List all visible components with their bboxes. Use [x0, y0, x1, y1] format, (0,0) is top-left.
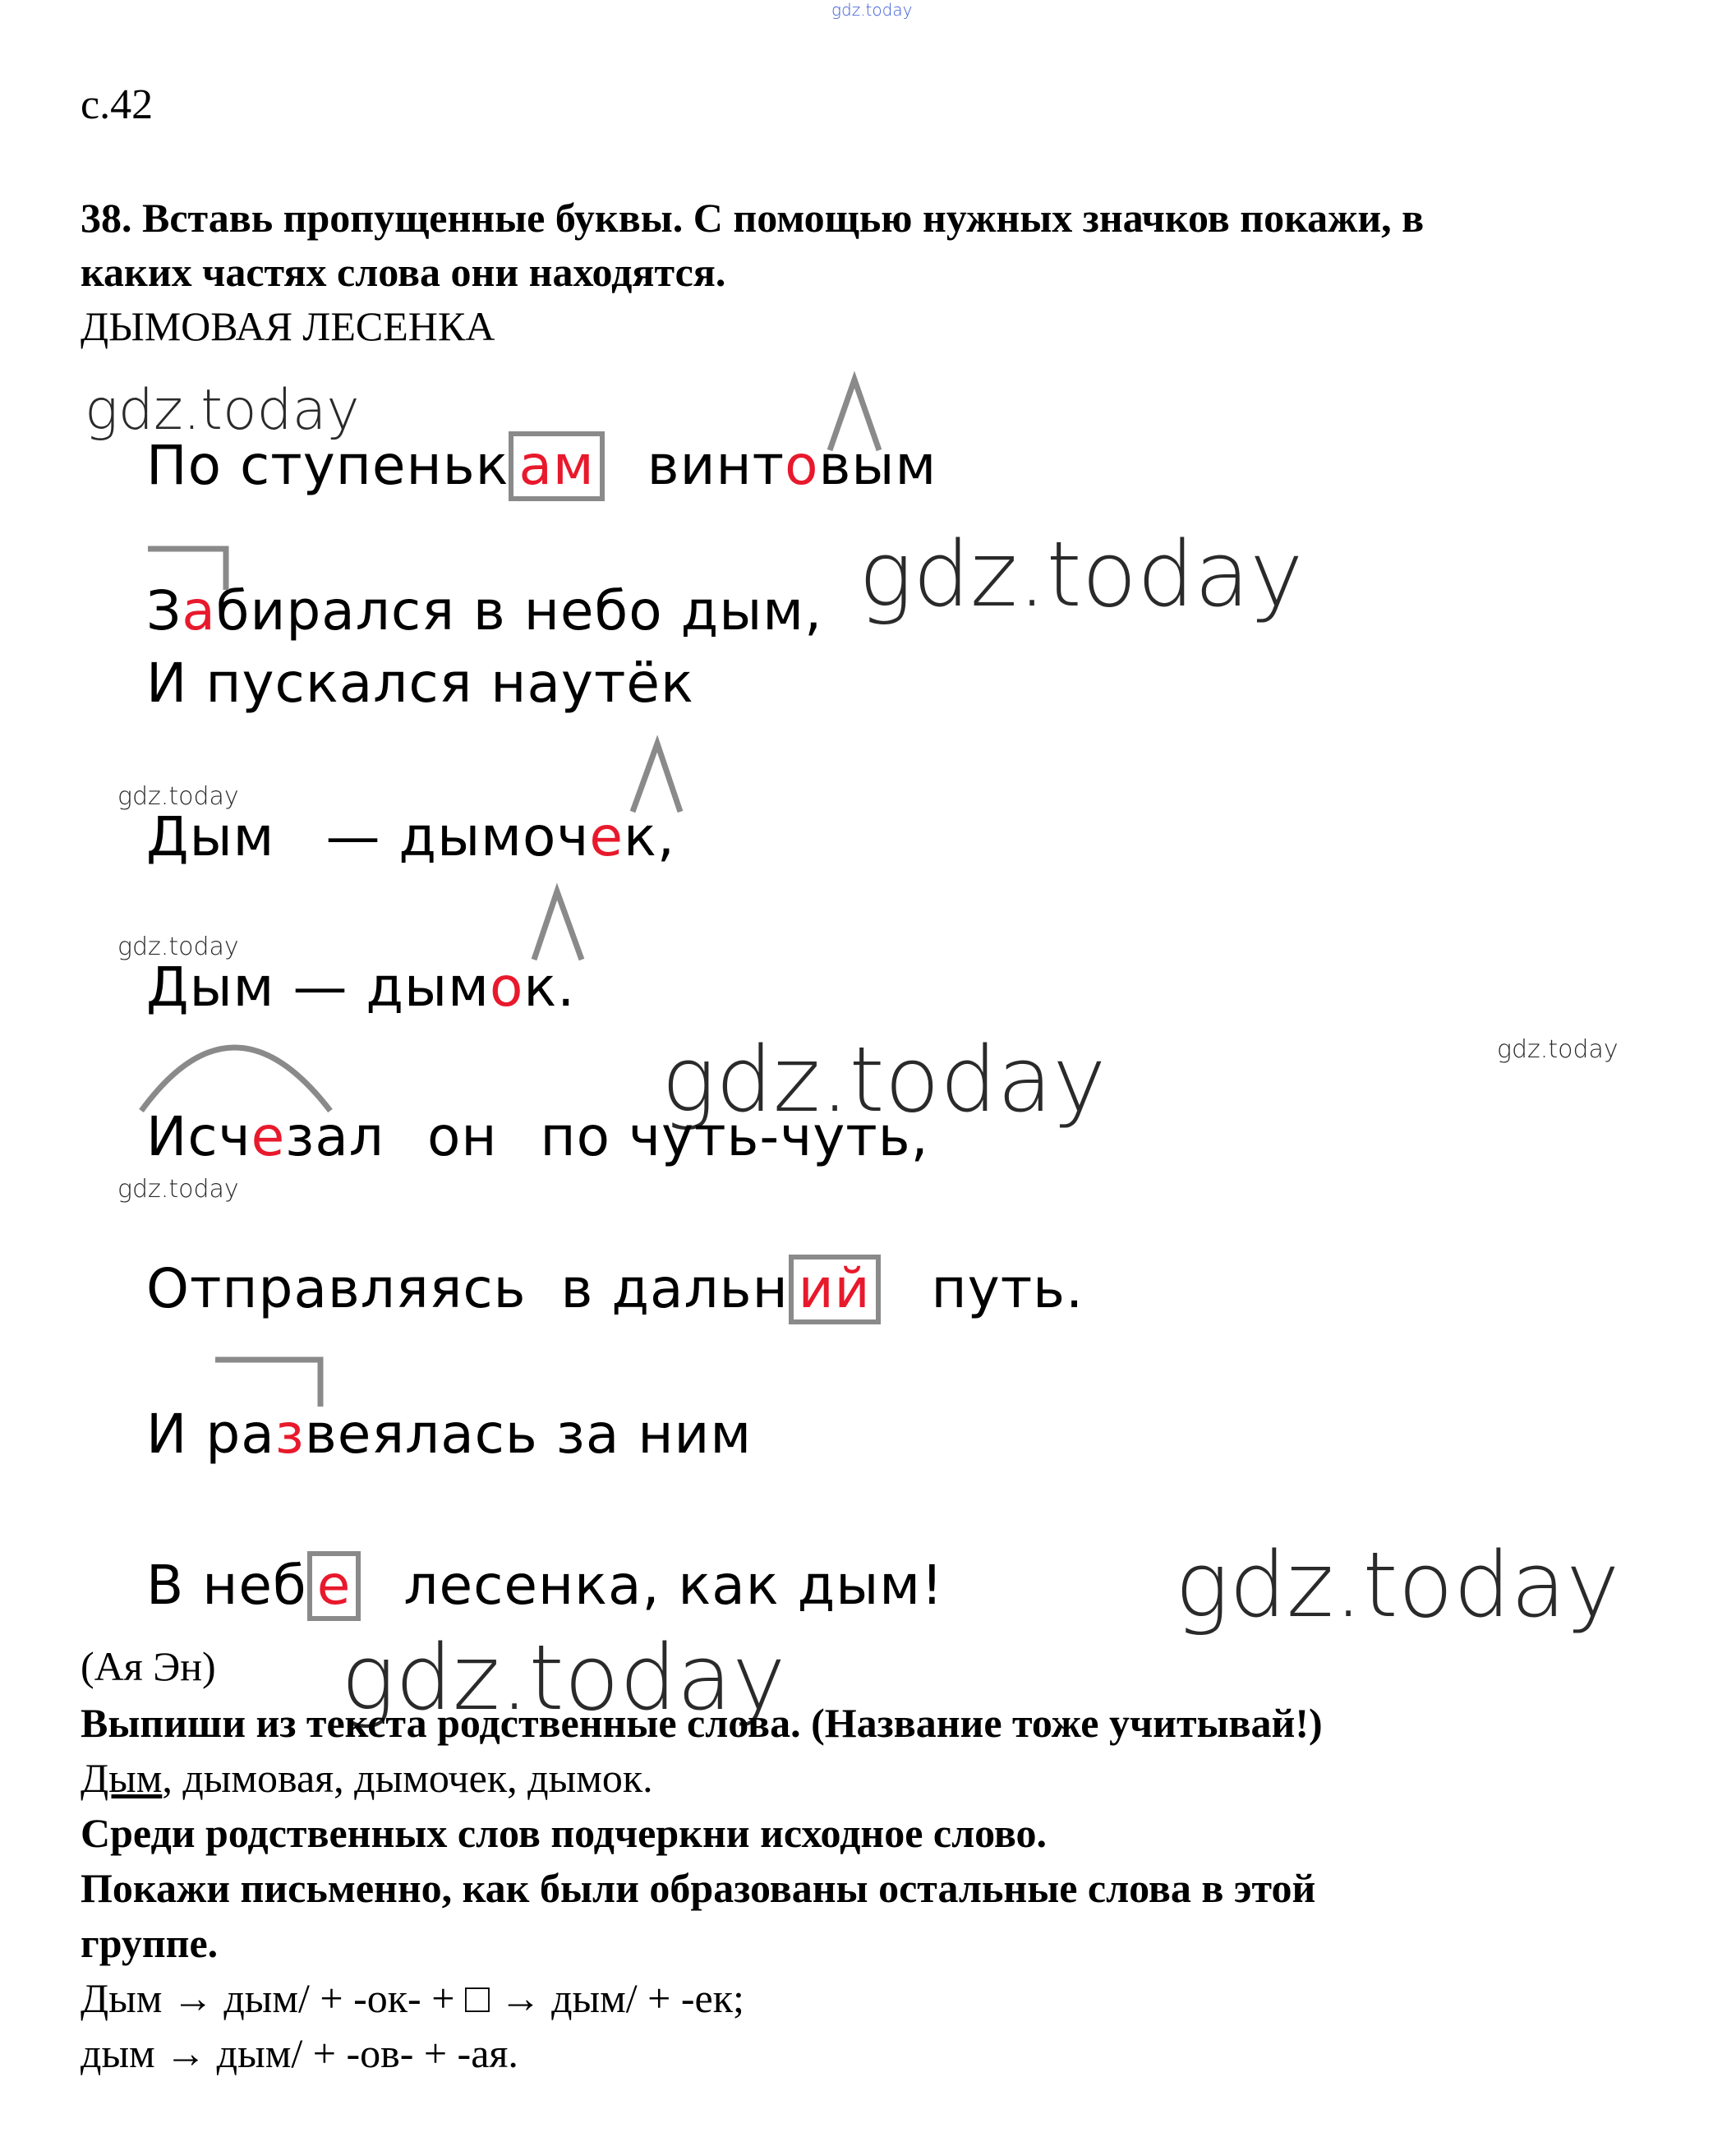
inserted-letter: а — [182, 579, 216, 642]
word-part: Исч — [146, 1105, 251, 1168]
answer-1 — [81, 1751, 653, 1805]
watermark: gdz.today — [117, 1175, 239, 1204]
inserted-letter: о — [785, 434, 819, 497]
answer-text: , дымовая, дымочек, дымок. — [162, 1755, 653, 1801]
prefix-mark-icon — [148, 549, 226, 590]
watermark: gdz.today — [1175, 1532, 1620, 1637]
word-part: бирался в небо дым, — [215, 579, 823, 642]
word-part: по чуть-чуть, — [540, 1105, 929, 1168]
word-part: З — [146, 579, 182, 642]
watermark: gdz.today — [341, 1625, 786, 1730]
word-part: В неб — [146, 1554, 307, 1617]
word-part: путь. — [931, 1257, 1084, 1320]
task-heading: 38. Вставь пропущенные буквы. С помощью нужных значков покажи, в — [81, 195, 1425, 241]
question-1: Выпиши из текста родственные слова. (Название тоже учитывай!) — [81, 1700, 1323, 1746]
watermark: gdz.today — [831, 0, 913, 20]
poem-title: ДЫМОВАЯ ЛЕСЕНКА — [81, 303, 495, 349]
word-part: в дальн — [560, 1257, 789, 1320]
question-3: Покажи письменно, как были образованы остальные слова в этой — [81, 1865, 1316, 1911]
answer-3: Дым → дым/ + -ок- + □ → дым/ + -ек; — [81, 1975, 744, 2021]
inserted-letter: о — [489, 956, 524, 1019]
poem-line: И пускался наутёк — [146, 652, 694, 715]
inserted-letter: е — [316, 1554, 352, 1617]
word-part: он — [426, 1105, 498, 1168]
page-number: с.42 — [81, 81, 154, 128]
root-arc-icon — [141, 1048, 330, 1111]
inserted-letter: з — [274, 1402, 305, 1466]
word-part: По ступеньк — [146, 434, 509, 497]
word-part: вым — [818, 434, 937, 497]
watermark: gdz.today — [117, 933, 239, 961]
word-part: к. — [523, 956, 576, 1019]
word-part: зал — [285, 1105, 384, 1168]
root-arc-icon — [830, 380, 879, 450]
source-word: Дым — [81, 1755, 163, 1801]
word-part: лесенка, как дым! — [403, 1554, 944, 1617]
inserted-letter: е — [251, 1105, 286, 1168]
inserted-letter: е — [589, 805, 624, 868]
watermark: gdz.today — [661, 1027, 1107, 1132]
word-part: И ра — [146, 1402, 275, 1466]
watermark: gdz.today — [117, 782, 239, 811]
task-heading-cont: каких частях слова они находятся. — [81, 249, 726, 295]
word-part: Дым — дым — [146, 956, 490, 1019]
inserted-letter: ам — [518, 434, 595, 497]
root-arc-icon — [633, 744, 680, 812]
question-3-cont: группе. — [81, 1920, 219, 1966]
author: (Ая Эн) — [81, 1643, 216, 1689]
watermark: gdz.today — [1497, 1035, 1619, 1064]
word-part: — дымоч — [325, 805, 590, 868]
question-2: Среди родственных слов подчеркни исходное слово. — [81, 1810, 1048, 1856]
answer-3-cont: дым → дым/ + -ов- + -ая. — [81, 2030, 518, 2076]
word-part: веялась за ним — [304, 1402, 753, 1466]
watermark: gdz.today — [859, 522, 1304, 627]
watermark: gdz.today — [85, 378, 360, 443]
word-part: к, — [623, 805, 675, 868]
root-arc-icon — [534, 891, 582, 960]
prefix-mark-icon — [215, 1360, 320, 1407]
word-part: Отправляясь — [146, 1257, 527, 1320]
word-part: винт — [647, 434, 785, 497]
word-part: Дым — [146, 805, 275, 868]
inserted-letter: ий — [798, 1257, 871, 1320]
